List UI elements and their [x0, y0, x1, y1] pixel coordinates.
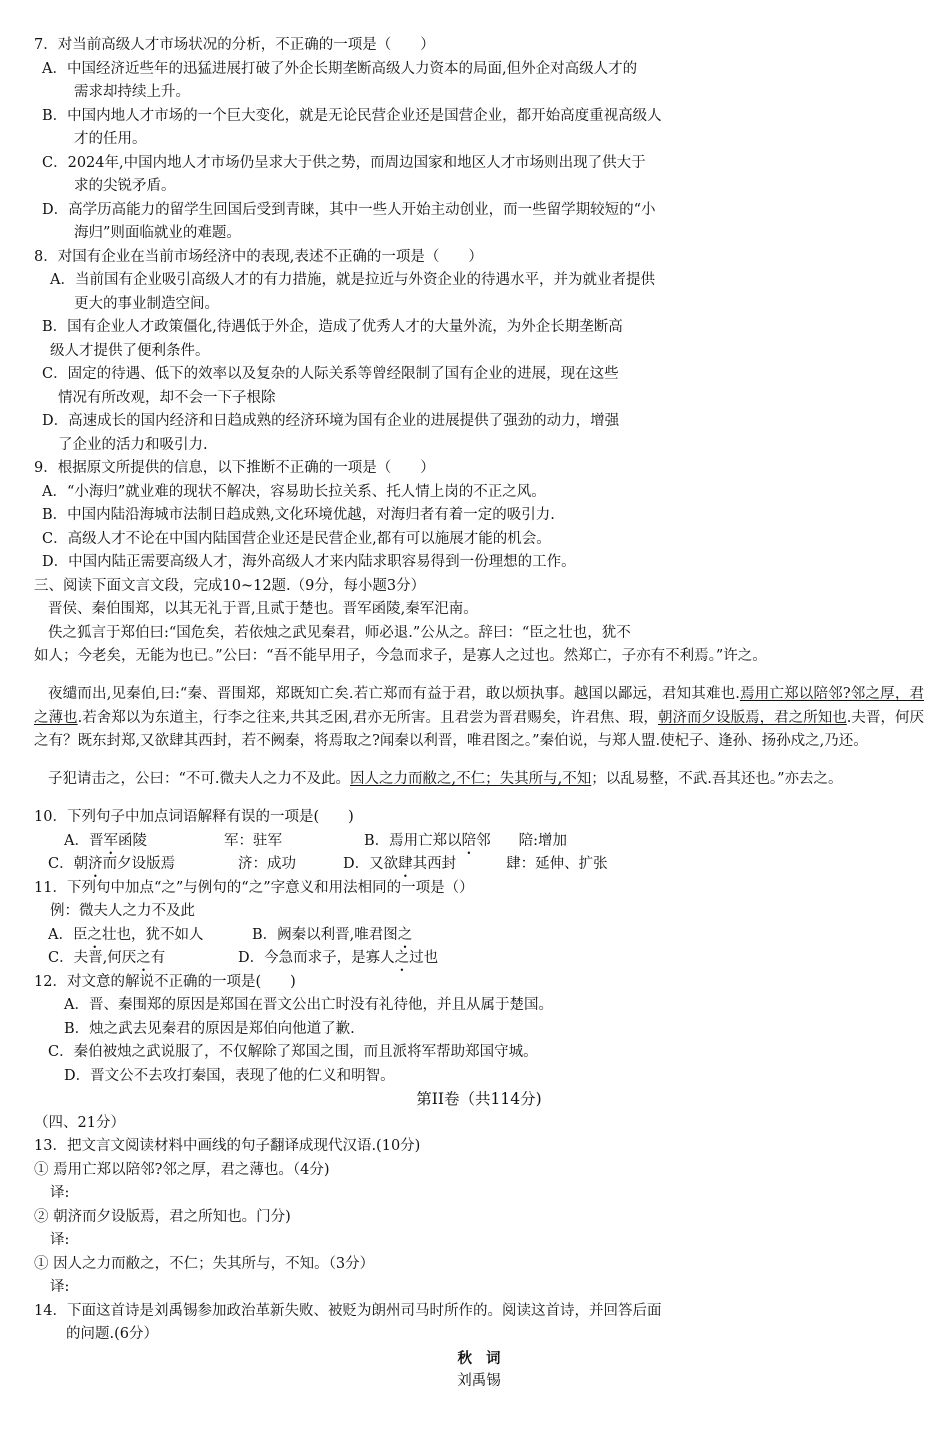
option-11b: B．阙秦以利晋,唯君图之 — [252, 926, 413, 943]
dotted-word: 之 — [136, 950, 151, 966]
option-8b-line2: 级人才提供了便利条件。 — [50, 342, 210, 359]
passage-p3-text-1: 夜缱而出,见秦伯,曰:“秦、晋围郑，郑既知亡矣.若亡郑而有益于君，敢以烦执事。越国以鄙远，君知其难也. — [48, 686, 740, 702]
dotted-word: 肆 — [398, 856, 413, 872]
option-10d: D．又欲肆其西封 — [343, 856, 457, 872]
option-11d: D．今急而求子，是寡人之过也 — [238, 950, 439, 966]
passage-paragraph-3 — [34, 683, 924, 754]
poem-title: 秋词 — [457, 1349, 515, 1367]
option-10a-gloss: 军：驻军 — [224, 832, 282, 849]
option-7d-line1: D．高学历高能力的留学生回国后受到青睐，其中一些人开始主动创业，而一些留学期较短的“小 — [42, 201, 656, 218]
question-12-stem: 12．对文意的解说不正确的一项是( ) — [34, 973, 296, 990]
question-11 — [34, 877, 924, 971]
underlined-sentence-3: 因人之力而敝之,不仁；失其所与,不知 — [350, 771, 592, 787]
option-10a: A．晋军函陵 — [64, 832, 147, 849]
passage-p3-text-3: .夫晋，何厌之有？既东封郑,又欲肆其西封，若不阙秦，将焉取之?闻秦以利晋，唯君图之。”秦伯说，与郑人盟.使杞子、逢孙、扬孙戍之,乃还。 — [34, 709, 925, 749]
dotted-word: 之 — [394, 950, 410, 966]
question-8 — [34, 246, 924, 458]
part-2-title: 第II卷（共114分) — [416, 1090, 542, 1108]
option-9c: C．高级人才不论在中国内陆国营企业还是民营企业,都有可以施展才能的机会。 — [42, 530, 551, 547]
option-7c-line1: C．2024年,中国内地人才市场仍呈求大于供之势，而周边国家和地区人才市场则出现了供大于 — [42, 154, 646, 171]
section-4-heading: （四、21分） — [34, 1114, 125, 1131]
passage-paragraph-4 — [34, 768, 924, 792]
translation-label-1: 译: — [50, 1185, 70, 1201]
option-7a-line1: A．中国经济近些年的迅猛进展打破了外企长期垄断高级人力资本的局面,但外企对高级人才的 — [42, 60, 638, 77]
option-8a-line2: 更大的事业制造空间。 — [74, 295, 219, 312]
question-13-stem: 13．把文言文阅读材料中画线的句子翻译成现代汉语.(10分) — [34, 1138, 421, 1154]
option-12b: B．烛之武去见秦君的原因是郑伯向他道了歉. — [64, 1020, 355, 1037]
option-11a: A．臣之壮也，犹不如人 — [48, 926, 204, 943]
question-11-example: 例：微夫人之力不及此 — [50, 903, 195, 919]
translation-label-2: 译: — [50, 1232, 70, 1248]
question-10 — [34, 806, 924, 877]
option-8c-line1: C．固定的待遇、低下的效率以及复杂的人际关系等曾经限制了国有企业的进展，现在这些 — [42, 366, 619, 382]
translate-sentence-1: ① 焉用亡郑以陪邻?邻之厚，君之薄也。（4分) — [34, 1161, 330, 1178]
question-8-stem: 8．对国有企业在当前市场经济中的表现,表述不正确的一项是（ ） — [34, 248, 483, 265]
underlined-sentence-2: 朝济而夕设版焉，君之所知也 — [657, 709, 847, 726]
question-14-stem-line1: 14．下面这首诗是刘禹锡参加政治革新失败、被贬为朗州司马时所作的。阅读这首诗，并回答后面 — [34, 1302, 662, 1319]
passage-p3-text-2: .若舍郑以为东道主，行李之往来,共其乏困,君亦无所害。且君尝为晋君赐矣，许君焦、瑕， — [77, 709, 658, 726]
question-9-stem: 9．根据原文所提供的信息，以下推断不正确的一项是（ ） — [34, 460, 435, 476]
dotted-word: 陪 — [461, 832, 477, 849]
option-7b-line1: B．中国内地人才市场的一个巨大变化，就是无论民营企业还是国营企业，都开始高度重视高级人 — [42, 107, 662, 124]
option-10b-gloss: 陪:增加 — [518, 832, 568, 849]
passage-paragraph-2-line2: 如人；今老矣，无能为也已。”公曰：“吾不能早用子，今急而求子，是寡人之过也。然郑亡，子亦有不利焉。”许之。 — [34, 648, 767, 664]
option-9b: B．中国内陆沿海城市法制日趋成熟,文化环境优越，对海归者有着一定的吸引力. — [42, 507, 555, 523]
question-10-stem: 10．下列句子中加点词语解释有误的一项是( ) — [34, 809, 354, 825]
question-12 — [34, 971, 924, 1089]
option-8b-line1: B．国有企业人才政策僵化,待遇低于外企，造成了优秀人才的大量外流，为外企长期垄断高 — [42, 319, 623, 335]
option-12d: D．晋文公不去攻打秦国，表现了他的仁义和明智。 — [64, 1067, 395, 1084]
passage-p4-text-1: 子犯请击之，公曰：“不可.微夫人之力不及此。 — [48, 771, 351, 787]
question-10-row-2 — [34, 853, 924, 877]
dotted-word: 军 — [103, 832, 118, 849]
poem-author: 刘禹锡 — [457, 1373, 501, 1389]
question-14 — [34, 1300, 924, 1394]
translate-sentence-2: ② 朝济而夕设版焉，君之所知也。门分) — [34, 1208, 291, 1225]
option-8d-line1: D．高速成长的国内经济和日趋成熟的经济环境为国有企业的进展提供了强劲的动力，增强 — [42, 413, 620, 429]
option-10c: C．朝济而夕设版焉 — [48, 856, 176, 872]
option-10c-gloss: 济：成功 — [238, 856, 296, 872]
option-8d-line2: 了企业的活力和吸引力. — [58, 436, 208, 453]
question-11-row-1 — [34, 924, 924, 948]
option-7d-line2: 海归”则面临就业的难题。 — [74, 225, 241, 241]
question-7-stem: 7．对当前高级人才市场状况的分析，不正确的一项是（ ） — [34, 37, 435, 53]
option-7b-line2: 才的任用。 — [74, 131, 147, 147]
question-11-stem: 11．下列句中加点“之”与例句的“之”字意义和用法相同的一项是（） — [34, 879, 474, 896]
passage-paragraph-1: 晋侯、秦伯围郑，以其无礼于晋,且贰于楚也。晋军函陵,秦军汜南。 — [48, 601, 478, 617]
question-14-stem-line2: 的问题.(6分） — [66, 1326, 158, 1342]
question-10-row-1 — [34, 830, 924, 854]
underlined-sentence-1: 焉用亡郑以陪邻?邻之厚，君之薄也 — [34, 686, 924, 726]
section-3 — [34, 575, 924, 792]
option-9d: D．中国内陆正需要高级人才，海外高级人才来内陆求职容易得到一份理想的工作。 — [42, 554, 576, 570]
option-8a-line1: A．当前国有企业吸引高级人才的有力措施，就是拉近与外资企业的待遇水平，并为就业者提供 — [50, 272, 655, 288]
translate-sentence-3: ① 因人之力而敝之，不仁；失其所与，不知。（3分） — [34, 1255, 375, 1272]
option-10d-gloss: 肆：延伸、扩张 — [506, 856, 608, 872]
translation-label-3: 译: — [50, 1279, 70, 1295]
option-11c: C．夫晋,何厌之有 — [48, 950, 166, 966]
option-8c-line2: 情况有所改观，却不会一下子根除 — [58, 389, 276, 406]
question-9 — [34, 457, 924, 575]
option-12a: A．晋、秦围郑的原因是郑国在晋文公出亡时没有礼待他，并且从属于楚国。 — [64, 997, 553, 1013]
option-10b: B．焉用亡郑以陪邻 — [364, 832, 491, 849]
dotted-word: 之 — [397, 926, 413, 943]
dotted-word: 济 — [88, 856, 103, 872]
option-7a-line2: 需求却持续上升。 — [74, 84, 190, 100]
dotted-word: 之 — [87, 926, 102, 943]
option-7c-line2: 求的尖锐矛盾。 — [74, 178, 176, 194]
question-11-row-2 — [34, 947, 924, 971]
passage-p4-text-2: ；以乱易整，不武.吾其还也。”亦去之。 — [591, 771, 843, 787]
exam-page — [34, 34, 924, 1394]
section-3-title: 三、阅读下面文言文段，完成10~12题.（9分，每小题3分） — [34, 577, 426, 594]
question-7 — [34, 34, 924, 246]
option-12c: C．秦伯被烛之武说服了，不仅解除了郑国之围，而且派将军帮助郑国守城。 — [48, 1044, 538, 1060]
passage-paragraph-2-line1: 佚之狐言于郑伯曰:“国危矣，若依烛之武见秦君，师必退.”公从之。辞曰：“臣之壮也，犹不 — [48, 624, 631, 641]
question-13 — [34, 1135, 924, 1300]
option-9a: A．“小海归”就业难的现状不解决，容易助长拉关系、托人情上岗的不正之风。 — [42, 483, 546, 500]
